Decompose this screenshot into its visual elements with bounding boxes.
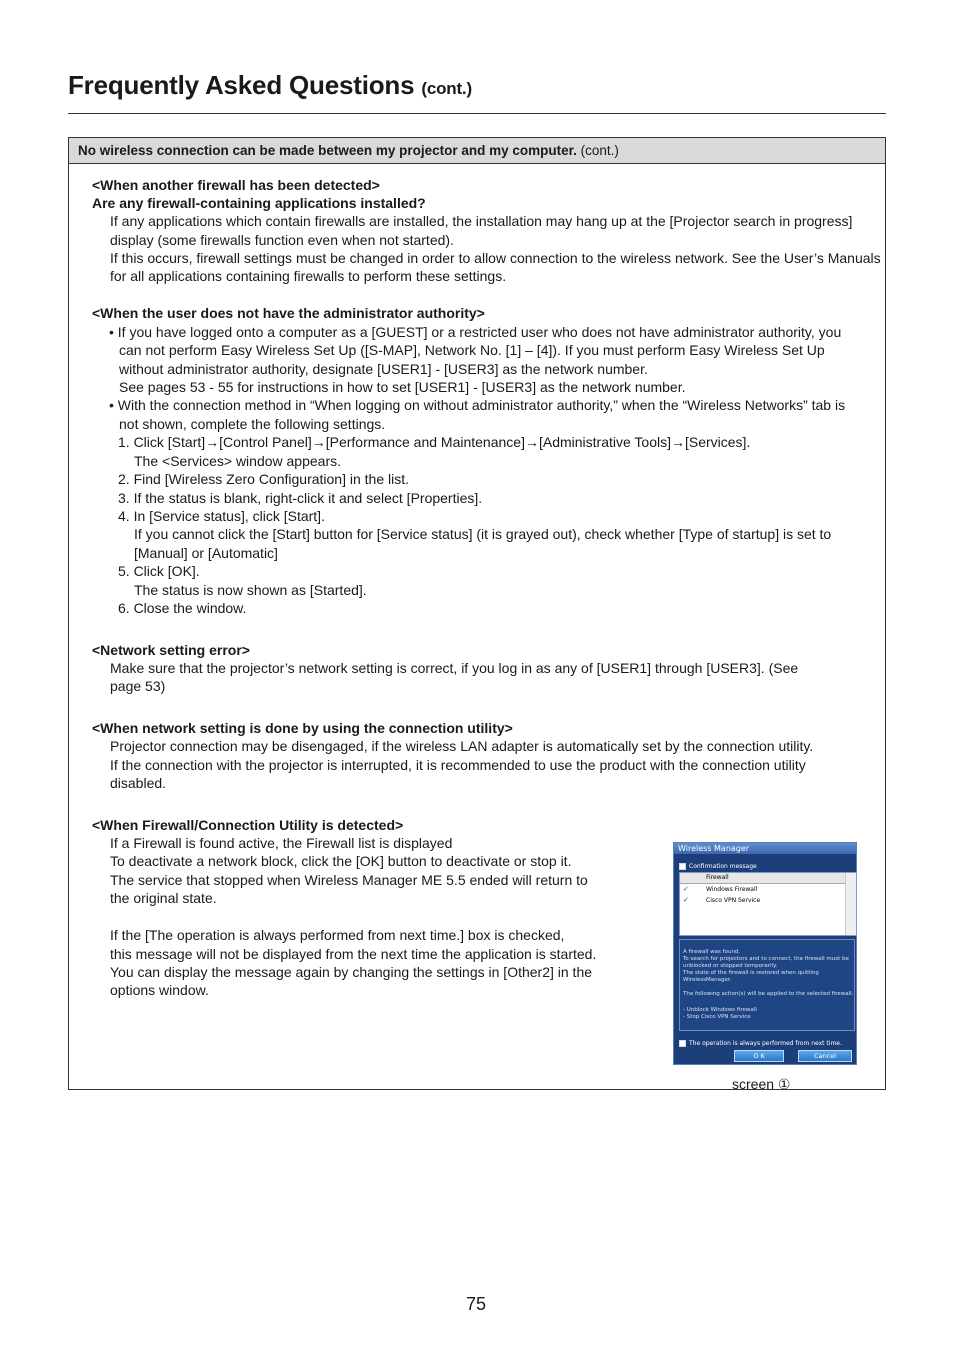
body-text-line: display (some firewalls function even when not started). [110,232,454,248]
body-text-line: • If you have logged onto a computer as a [GUEST] or a restricted user who does not have administrator authority, you [109,324,842,340]
body-text-line: The service that stopped when Wireless Manager ME 5.5 ended will return to [110,872,588,888]
cancel-button[interactable]: Cancel [798,1050,852,1062]
body-text-line: 6. Close the window. [118,600,247,616]
body-text-line: options window. [110,982,209,998]
body-text-line: If you cannot click the [Start] button for [Service status] (it is grayed out), check whether [Type of startup] is set to [134,526,832,542]
always-perform-label: The operation is always performed from next time. [689,1040,842,1047]
body-text-line: If any applications which contain firewalls are installed, the installation may hang up at the [Projector search in progress] [110,213,853,229]
page-title-suffix: (cont.) [421,79,472,98]
message-line: - Unblock Windows firewall [683,1007,757,1013]
section-heading: <When another firewall has been detected> [92,177,380,193]
body-text-line: To deactivate a network block, click the [OK] button to deactivate or stop it. [110,853,572,869]
body-text-line: without administrator authority, designate [USER1] - [USER3] as the network number. [119,361,648,377]
body-text-line: 4. In [Service status], click [Start]. [118,508,325,524]
body-text-line: page 53) [110,678,166,694]
section-heading: <Network setting error> [92,642,250,658]
firewall-list-item[interactable] [680,895,856,906]
check-icon: ✓ [683,885,689,893]
window-title: Wireless Manager [674,843,856,854]
always-perform-checkbox[interactable] [679,1040,686,1047]
page-title-text: Frequently Asked Questions [68,70,415,100]
faq-question-suffix: (cont.) [580,143,619,158]
faq-question-text: No wireless connection can be made between my projector and my computer. [78,143,577,158]
section-heading: <When network setting is done by using the connection utility> [92,720,513,736]
faq-question-header [69,138,885,164]
firewall-message-panel [679,939,855,1031]
body-text-line: [Manual] or [Automatic] [134,545,278,561]
ok-button[interactable]: O K [734,1050,784,1062]
body-text-line: If the connection with the projector is interrupted, it is recommended to use the product with the connection utility [110,757,806,773]
body-text-line: See pages 53 - 55 for instructions in how to set [USER1] - [USER3] as the network number. [119,379,686,395]
message-line: To search for projectors and to connect, the firewall must be [683,956,849,962]
body-text-line: 1. Click [Start]→[Control Panel]→[Performance and Maintenance]→[Administrative Tools]→[Services]. [118,434,751,450]
body-text-line: You can display the message again by changing the settings in [Other2] in the [110,964,593,980]
page-number: 75 [466,1294,487,1314]
body-text-line: The status is now shown as [Started]. [134,582,367,598]
body-text-line: The <Services> window appears. [134,453,341,469]
confirmation-label: Confirmation message [689,863,757,870]
section-heading: <When Firewall/Connection Utility is detected> [92,817,404,833]
message-line: The following action(s) will be applied to the selected firewall. [683,991,854,997]
wireless-manager-screenshot [673,842,857,1065]
body-text-line: for all applications containing firewalls to perform these settings. [110,268,507,284]
body-text-line: 2. Find [Wireless Zero Configuration] in the list. [118,471,410,487]
body-text-line: not shown, complete the following settings. [119,416,386,432]
body-text-line: Projector connection may be disengaged, if the wireless LAN adapter is automatically set by the connection utility. [110,738,814,754]
screenshot-caption: screen ① [732,1076,791,1092]
title-rule [68,113,886,114]
body-text-line: If this occurs, firewall settings must be changed in order to allow connection to the wireless network. See the User’s Manuals [110,250,881,266]
confirmation-checkbox[interactable] [679,863,686,870]
section-heading: <When the user does not have the administrator authority> [92,305,485,321]
body-text-line: 5. Click [OK]. [118,563,200,579]
firewall-item-label: Cisco VPN Service [706,897,761,904]
message-line: The state of the firewall is restored when quitting [683,970,819,976]
body-text-line: Make sure that the projector’s network setting is correct, if you log in as any of [USER1] through [USER3]. (See [110,660,799,676]
body-text-line: disabled. [110,775,167,791]
body-text-line: • With the connection method in “When logging on without administrator authority,” when the “Wireless Networks” tab is [109,397,846,413]
firewall-list-item[interactable] [680,884,856,895]
check-icon: ✓ [683,896,689,904]
message-line: WirelessManager. [683,977,732,983]
faq-box [68,137,886,1090]
message-line: unblocked or stopped temporarily. [683,963,778,969]
page-title [68,70,472,101]
list-scrollbar[interactable] [845,873,856,935]
body-text-line: this message will not be displayed from the next time the application is started. [110,946,597,962]
body-text-line: the original state. [110,890,217,906]
body-text-line: 3. If the status is blank, right-click it and select [Properties]. [118,490,483,506]
firewall-list[interactable] [679,872,857,936]
section-heading: Are any firewall-containing applications installed? [92,195,426,211]
firewall-list-header: Firewall [680,873,856,884]
body-text-line: If the [The operation is always performed from next time.] box is checked, [110,927,565,943]
firewall-item-label: Windows Firewall [706,886,758,893]
message-line: - Stop Cisco VPN Service [683,1014,751,1020]
message-line: A firewall was found. [683,949,741,955]
body-text-line: If a Firewall is found active, the Firewall list is displayed [110,835,453,851]
body-text-line: can not perform Easy Wireless Set Up ([S-MAP], Network No. [1] – [4]). If you must perform Easy Wireless Set Up [119,342,825,358]
